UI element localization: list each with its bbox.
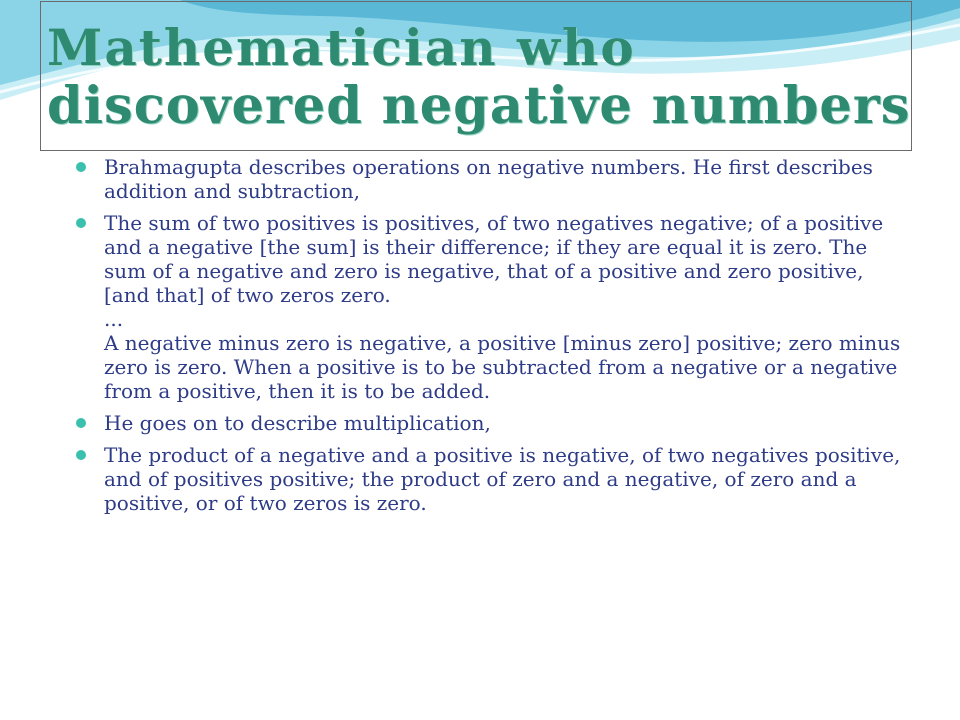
bullet-dot-icon — [76, 450, 86, 460]
bullet-text: The sum of two positives is positives, of two negatives negative; of a positive and a negative [the sum] is their difference; if they are equal it is zero. The sum of a negative and zero is negative, that of a positive and zero positive, [and that] of two zeros zero. — [104, 211, 890, 307]
bullet-dot-icon — [76, 418, 86, 428]
bullet-continuation: A negative minus zero is negative, a positive [minus zero] positive; zero minus zero is zero. When a positive is to be subtracted from a negative or a negative from a positive, then it is to be added. — [104, 331, 907, 403]
bullet-item-3 — [76, 411, 906, 435]
title-line-2: discovered negative numbers — [47, 76, 911, 136]
bullet-item-2 — [76, 211, 906, 403]
bullet-text: The product of a negative and a positive is negative, of two negatives positive, and of positives positive; the product of zero and a negative, of zero and a positive, or of two zeros is zero. — [104, 443, 907, 515]
bullet-item-4 — [76, 443, 906, 515]
bullet-ellipsis: ... — [104, 307, 124, 331]
bullet-dot-icon — [76, 218, 86, 228]
bullet-list — [76, 155, 906, 523]
bullet-text: Brahmagupta describes operations on negative numbers. He first describes addition and subtraction, — [104, 155, 880, 203]
bullet-item-1 — [76, 155, 906, 203]
title-box — [40, 1, 912, 151]
bullet-text: He goes on to describe multiplication, — [104, 411, 491, 435]
title-line-1: Mathematician who — [47, 18, 636, 77]
bullet-dot-icon — [76, 162, 86, 172]
